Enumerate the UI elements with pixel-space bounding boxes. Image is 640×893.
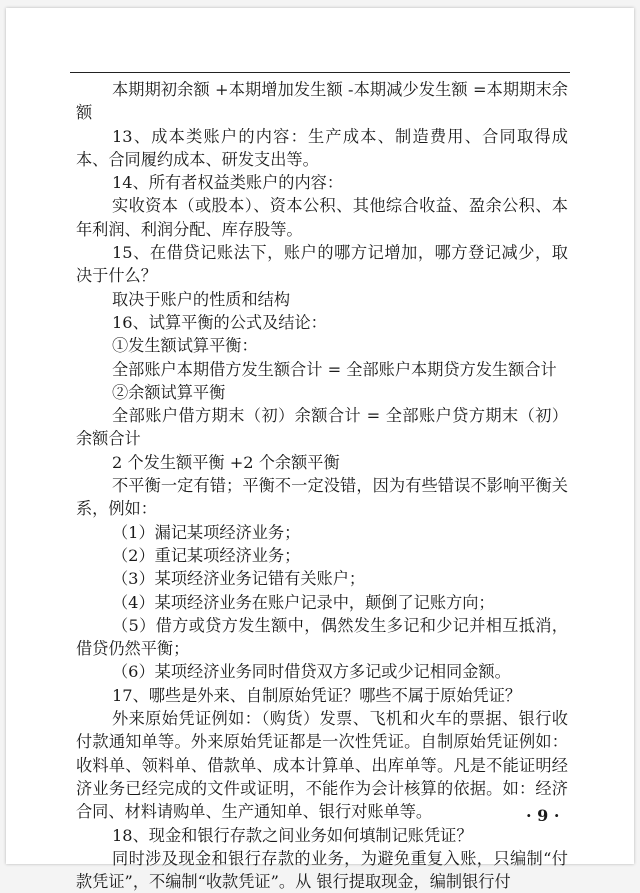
paragraph: （3）某项经济业务记错有关账户； — [112, 569, 366, 589]
page-number: · 9 · — [526, 806, 560, 825]
paragraph: （4）某项经济业务在账户记录中，颠倒了记账方向； — [112, 592, 495, 612]
paragraph: 不平衡一定有错；平衡不一定没错，因为有些错误不影响平衡关系，例如： — [76, 476, 568, 519]
page-body — [76, 78, 568, 893]
paragraph: ①发生额试算平衡： — [112, 336, 258, 356]
paragraph: 14、所有者权益类账户的内容： — [112, 173, 344, 193]
paragraph: （5）借方或贷方发生额中，偶然发生多记和少记并相互抵消，借贷仍然平衡； — [76, 615, 568, 659]
paragraph: 15、在借贷记账法下，账户的哪方记增加，哪方登记减少，取决于什么？ — [76, 243, 568, 286]
paragraph: 2 个发生额平衡 +2 个余额平衡 — [112, 452, 340, 472]
paragraph: 同时涉及现金和银行存款的业务，为避免重复入账，只编制“付款凭证”，不编制“收款凭证”。从 银行提取现金，编制银行付 — [76, 848, 568, 892]
paragraph: 外来原始凭证例如：（购货）发票、飞机和火车的票据、银行收付款通知单等。外来原始凭证都是一次性凭证。自制原始凭证例如：收料单、领料单、借款单、成本计算单、出库单等。凡是不能证明经济业务已经完成的文件或证明，不能作为会计核算的依据。如：经济合同、材料请购单、生产通知单、银行对账单等。 — [76, 709, 568, 822]
paragraph: ②余额试算平衡 — [112, 382, 226, 402]
paragraph: 实收资本（或股本）、资本公积、其他综合收益、盈余公积、本年利润、利润分配、库存股等。 — [76, 196, 568, 239]
paragraph: 13、成本类账户的内容：生产成本、制造费用、合同取得成本、合同履约成本、研发支出等。 — [76, 126, 568, 169]
paragraph: （2）重记某项经济业务； — [112, 545, 301, 565]
paragraph: 全部账户本期借方发生额合计 = 全部账户本期贷方发生额合计 — [112, 359, 557, 379]
paragraph: （6）某项经济业务同时借贷双方多记或少记相同金额。 — [112, 662, 511, 682]
paragraph: 全部账户借方期末（初）余额合计 = 全部账户贷方期末（初）余额合计 — [76, 406, 568, 449]
paragraph: 本期期初余额 +本期增加发生额 -本期减少发生额 =本期期末余额 — [76, 80, 568, 123]
paragraph: 18、现金和银行存款之间业务如何填制记账凭证？ — [112, 825, 473, 845]
header-rule — [70, 72, 570, 73]
paragraph: 17、哪些是外来、自制原始凭证？哪些不属于原始凭证？ — [112, 685, 522, 705]
paragraph: （1）漏记某项经济业务； — [112, 522, 301, 542]
paragraph: 取决于账户的性质和结构 — [112, 289, 291, 309]
document-page — [6, 8, 634, 892]
paragraph: 16、试算平衡的公式及结论： — [112, 312, 327, 332]
